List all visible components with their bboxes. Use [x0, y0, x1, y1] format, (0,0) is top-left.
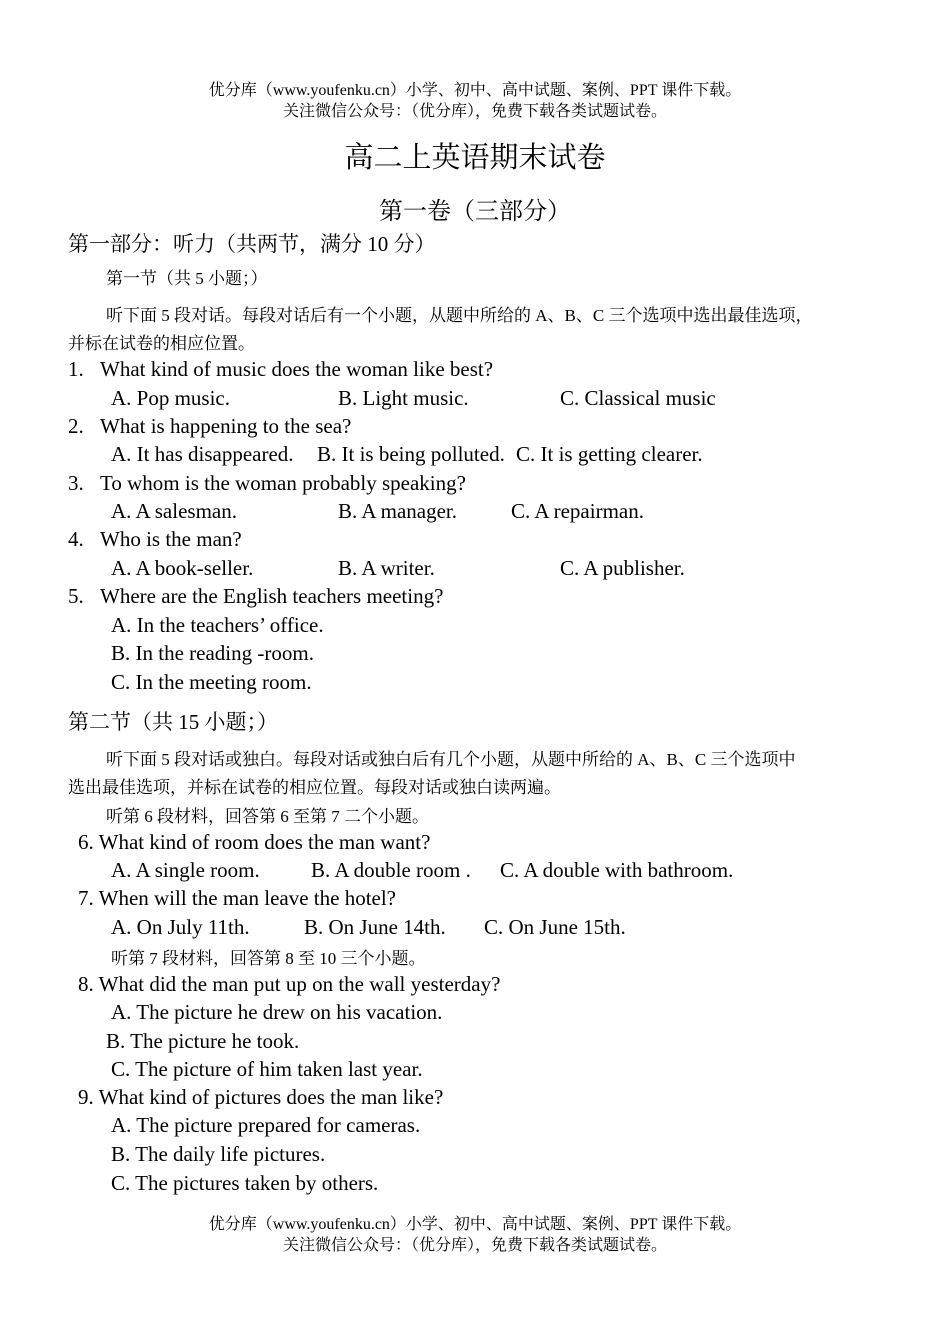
q8-option-a: A. The picture he drew on his vacation.	[111, 1000, 443, 1024]
question-text: To whom is the woman probably speaking?	[100, 471, 466, 495]
q4-option-a: A. A book-seller.	[111, 556, 254, 580]
question-4	[68, 527, 242, 552]
question-8: 8. What did the man put up on the wall yesterday?	[78, 972, 501, 996]
q4-option-c: C. A publisher.	[560, 556, 685, 580]
material-6-note: 听第 6 段材料，回答第 6 至第 7 二个小题。	[106, 807, 429, 826]
q1-option-b: B. Light music.	[338, 386, 469, 410]
q6-option-a: A. A single room.	[111, 858, 260, 882]
question-1	[68, 357, 493, 382]
q1-option-a: A. Pop music.	[111, 386, 231, 410]
question-text: Where are the English teachers meeting?	[100, 584, 444, 608]
q8-option-b: B. The picture he took.	[106, 1029, 300, 1053]
q9-option-a: A. The picture prepared for cameras.	[111, 1113, 421, 1137]
section1-instruction-1: 听下面 5 段对话。每段对话后有一个小题，从题中所给的 A、B、C 三个选项中选出最佳选项，	[106, 306, 813, 325]
q5-option-b: B. In the reading -room.	[111, 641, 314, 665]
q9-option-b: B. The daily life pictures.	[111, 1142, 326, 1166]
q7-option-a: A. On July 11th.	[111, 915, 250, 939]
material-7-note: 听第 7 段材料，回答第 8 至 10 三个小题。	[111, 949, 426, 968]
question-text: What kind of music does the woman like best?	[100, 357, 494, 381]
q3-option-b: B. A manager.	[338, 499, 457, 523]
question-number: 1.	[68, 357, 84, 381]
q3-option-a: A. A salesman.	[111, 499, 237, 523]
section2-instruction-2: 选出最佳选项，并标在试卷的相应位置。每段对话或独白读两遍。	[68, 778, 561, 797]
q2-option-c: C. It is getting clearer.	[516, 442, 703, 466]
header-line-1: 优分库（www.youfenku.cn）小学、初中、高中试题、案例、PPT 课件下载。	[208, 82, 742, 99]
footer-line-1: 优分库（www.youfenku.cn）小学、初中、高中试题、案例、PPT 课件下载。	[208, 1216, 742, 1233]
q2-option-b: B. It is being polluted.	[317, 442, 505, 466]
section1-heading: 第一节（共 5 小题；）	[106, 269, 268, 288]
section2-heading: 第二节（共 15 小题；）	[68, 710, 278, 734]
question-3	[68, 471, 466, 496]
question-7: 7. When will the man leave the hotel?	[78, 886, 397, 910]
header-line-2: 关注微信公众号：（优分库），免费下载各类试题试卷。	[282, 103, 667, 120]
q9-option-c: C. The pictures taken by others.	[111, 1171, 379, 1195]
volume-title: 第一卷（三部分）	[379, 199, 571, 225]
q7-option-b: B. On June 14th.	[304, 915, 446, 939]
q6-option-b: B. A double room .	[311, 858, 471, 882]
section1-instruction-2: 并标在试卷的相应位置。	[68, 334, 255, 353]
q1-option-c: C. Classical music	[560, 386, 716, 410]
footer-line-2: 关注微信公众号：（优分库），免费下载各类试题试卷。	[282, 1237, 667, 1254]
question-text: What is happening to the sea?	[100, 414, 352, 438]
q6-option-c: C. A double with bathroom.	[500, 858, 734, 882]
q5-option-c: C. In the meeting room.	[111, 670, 312, 694]
question-2	[68, 414, 351, 439]
page-title: 高二上英语期末试卷	[344, 142, 606, 174]
question-number: 5.	[68, 584, 84, 608]
part1-heading: 第一部分：听力（共两节，满分 10 分）	[68, 232, 436, 256]
question-5	[68, 584, 443, 609]
question-6: 6. What kind of room does the man want?	[78, 830, 431, 854]
q7-option-c: C. On June 15th.	[484, 915, 626, 939]
q5-option-a: A. In the teachers’ office.	[111, 613, 324, 637]
section2-instruction-1: 听下面 5 段对话或独白。每段对话或独白后有几个小题，从题中所给的 A、B、C 三个选项中	[106, 750, 796, 769]
question-number: 4.	[68, 527, 84, 551]
q8-option-c: C. The picture of him taken last year.	[111, 1057, 423, 1081]
q4-option-b: B. A writer.	[338, 556, 435, 580]
q3-option-c: C. A repairman.	[511, 499, 644, 523]
question-text: Who is the man?	[100, 527, 242, 551]
question-number: 2.	[68, 414, 84, 438]
q2-option-a: A. It has disappeared.	[111, 442, 294, 466]
question-9: 9. What kind of pictures does the man like?	[78, 1085, 444, 1109]
question-number: 3.	[68, 471, 84, 495]
